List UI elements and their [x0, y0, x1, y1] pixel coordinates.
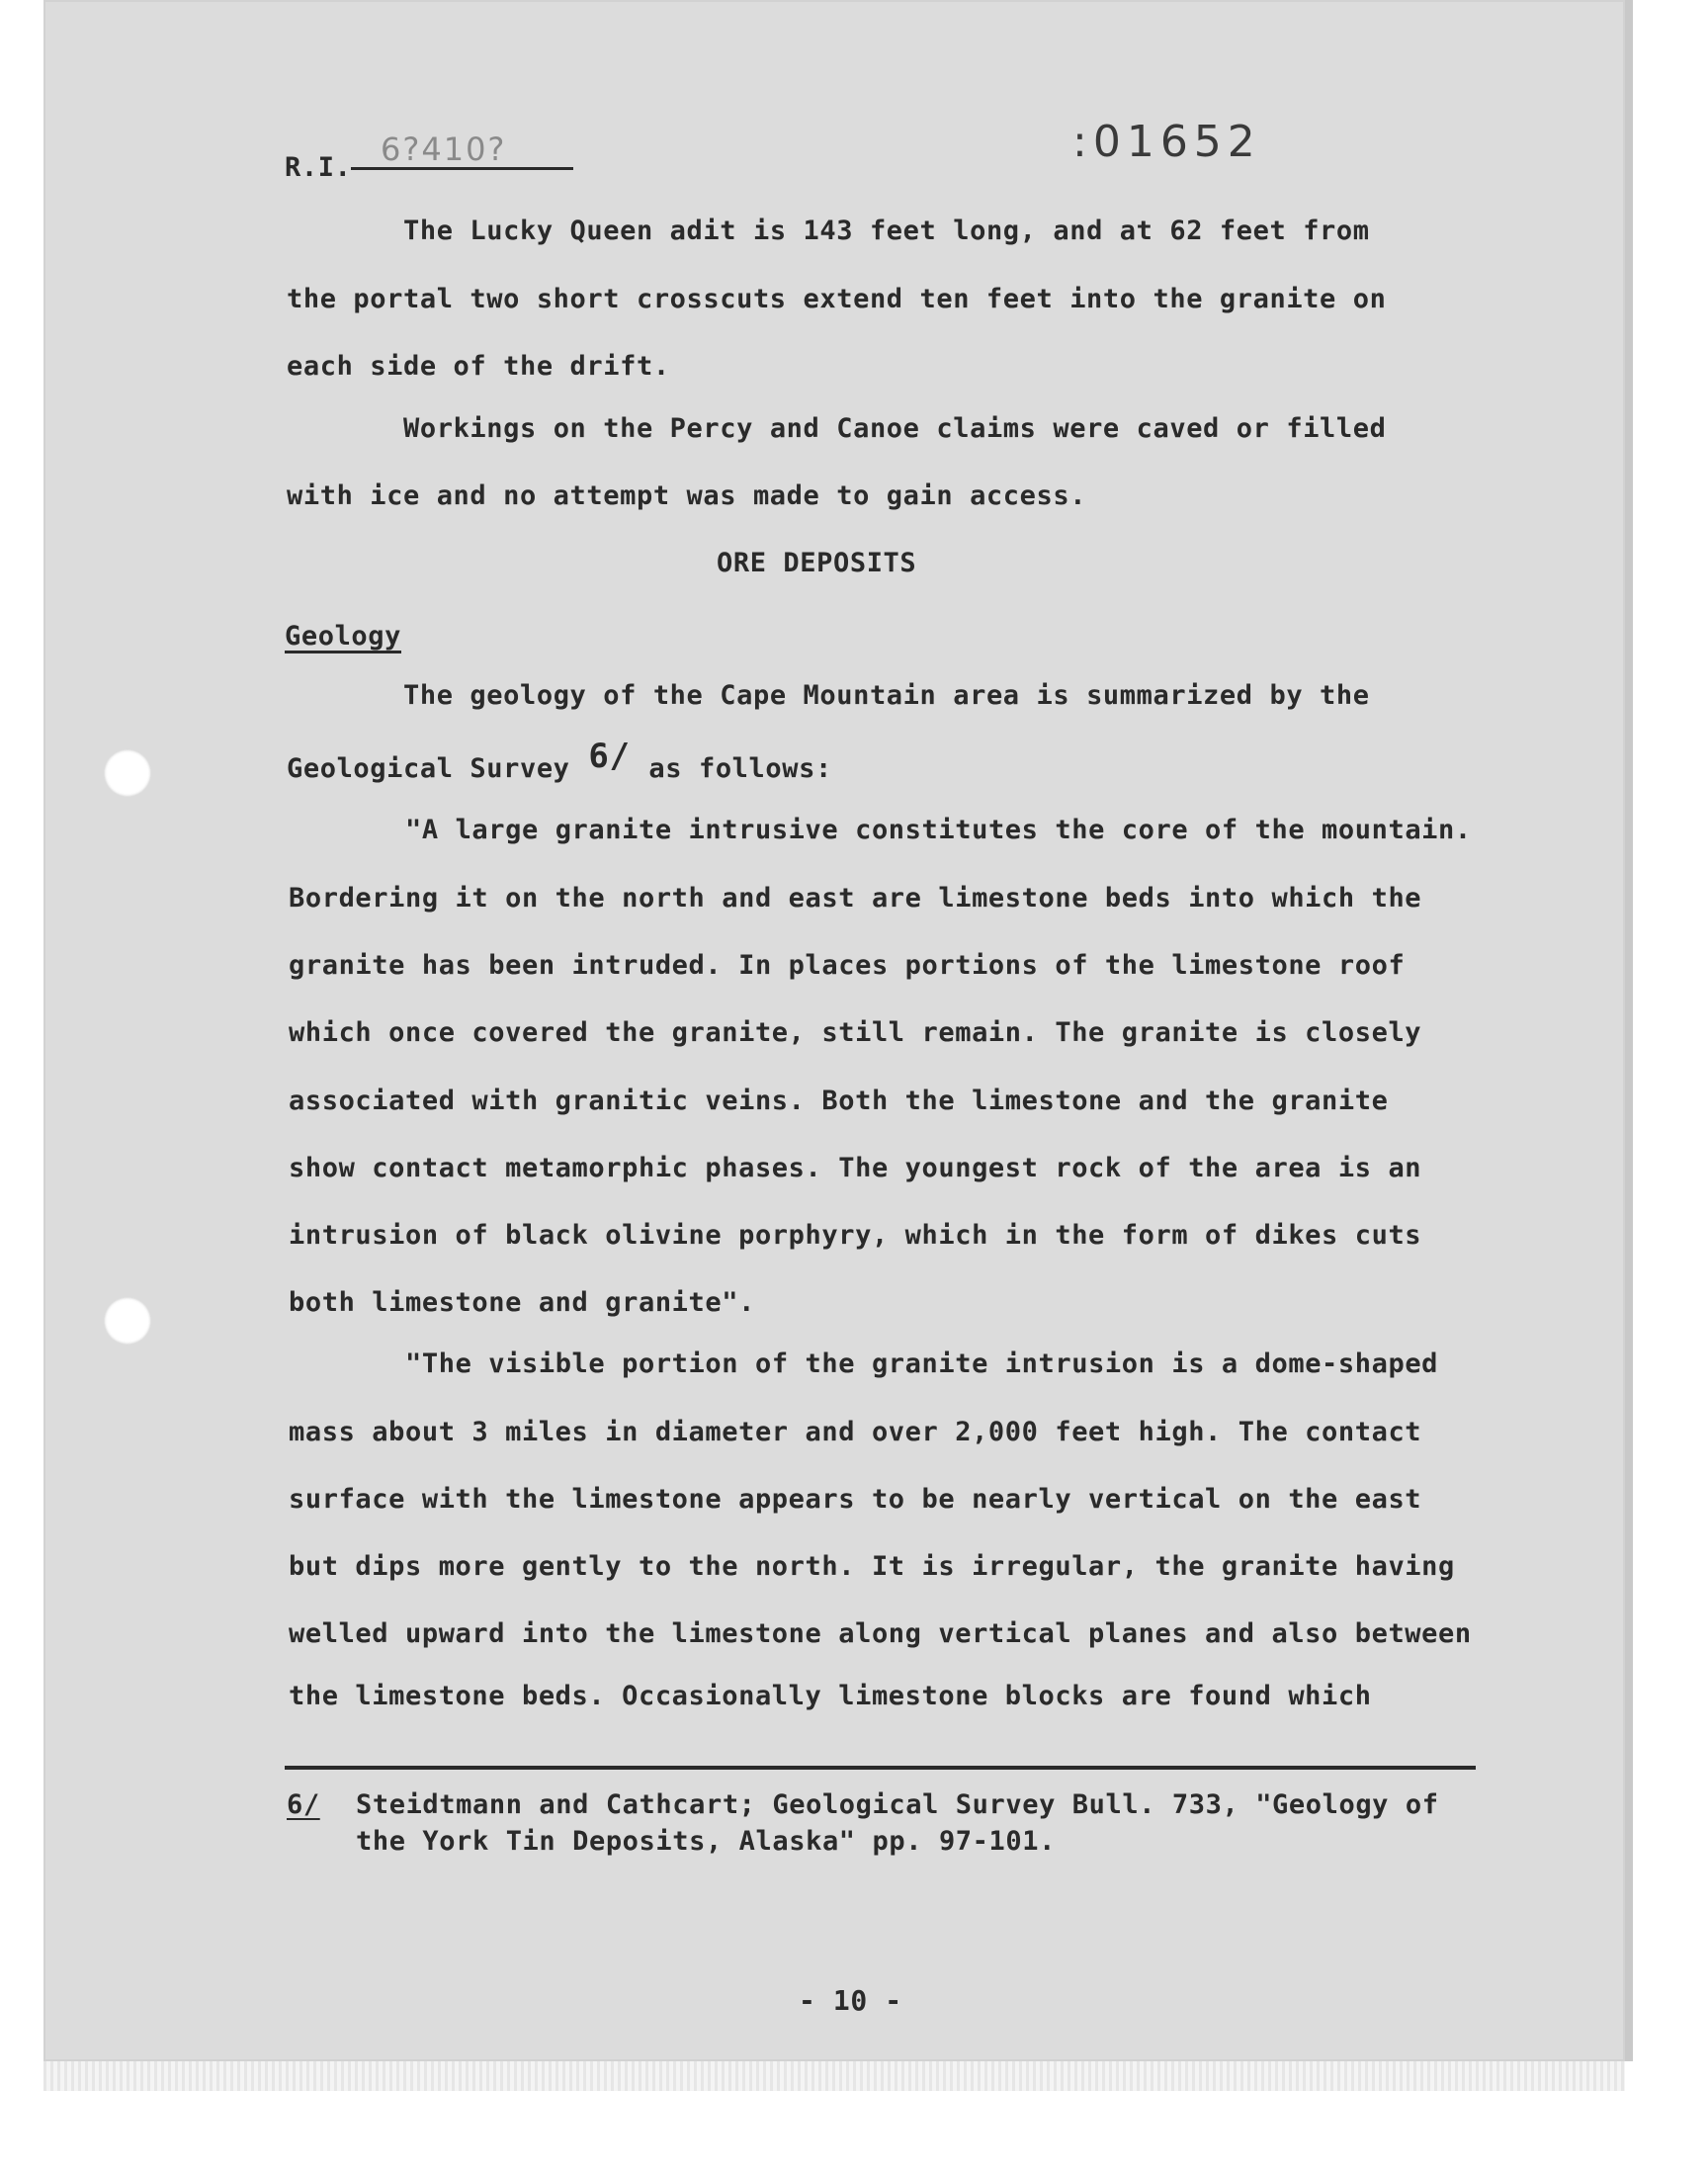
footnote-line: the York Tin Deposits, Alaska" pp. 97-101. — [356, 1826, 1056, 1857]
footnote-line: Steidtmann and Cathcart; Geological Survey Bull. 733, "Geology of — [356, 1789, 1439, 1820]
body-text: Geological Survey — [287, 753, 570, 784]
body-line — [287, 737, 832, 784]
quote-line: show contact metamorphic phases. The youngest rock of the area is an — [289, 1153, 1422, 1183]
report-label: R.I. — [285, 152, 352, 183]
quote-line: Bordering it on the north and east are limestone beds into which the — [289, 883, 1422, 914]
body-line: Workings on the Percy and Canoe claims were caved or filled — [403, 413, 1387, 444]
footnote-reference: 6/ — [588, 737, 631, 776]
quote-line: the limestone beds. Occasionally limestone blocks are found which — [289, 1681, 1372, 1711]
quote-line: both limestone and granite". — [289, 1287, 755, 1318]
footnote-divider — [285, 1766, 1476, 1770]
quote-line: welled upward into the limestone along vertical planes and also between — [289, 1618, 1472, 1649]
quote-line: but dips more gently to the north. It is irregular, the granite having — [289, 1551, 1455, 1582]
quote-line: "The visible portion of the granite intrusion is a dome-shaped — [405, 1348, 1439, 1379]
body-text: as follows: — [648, 753, 832, 784]
quote-line: which once covered the granite, still remain. The granite is closely — [289, 1017, 1422, 1048]
report-number: 6?410? — [351, 130, 573, 170]
body-line: the portal two short crosscuts extend ten feet into the granite on — [287, 284, 1387, 314]
page-number: - 10 - — [799, 1984, 902, 2017]
quote-line: granite has been intruded. In places portions of the limestone roof — [289, 950, 1406, 981]
body-line: The Lucky Queen adit is 143 feet long, and at 62 feet from — [403, 216, 1370, 246]
body-line: The geology of the Cape Mountain area is summarized by the — [403, 680, 1370, 711]
quote-line: mass about 3 miles in diameter and over 2,000 feet high. The contact — [289, 1417, 1422, 1447]
document-number: :01652 — [1072, 117, 1261, 167]
body-line: with ice and no attempt was made to gain access. — [287, 480, 1087, 511]
quote-line: intrusion of black olivine porphyry, which in the form of dikes cuts — [289, 1220, 1422, 1251]
scan-edge — [43, 2061, 1625, 2091]
page-shadow-strip — [1625, 0, 1633, 2061]
subheading: Geology — [285, 621, 401, 652]
section-heading: ORE DEPOSITS — [717, 548, 917, 578]
quote-line: associated with granitic veins. Both the limestone and the granite — [289, 1086, 1389, 1116]
punch-hole — [104, 749, 151, 797]
body-line: each side of the drift. — [287, 351, 670, 382]
quote-line: "A large granite intrusive constitutes the core of the mountain. — [405, 815, 1472, 845]
footnote-marker: 6/ — [287, 1789, 320, 1820]
quote-line: surface with the limestone appears to be nearly vertical on the east — [289, 1484, 1422, 1515]
punch-hole — [104, 1297, 151, 1345]
